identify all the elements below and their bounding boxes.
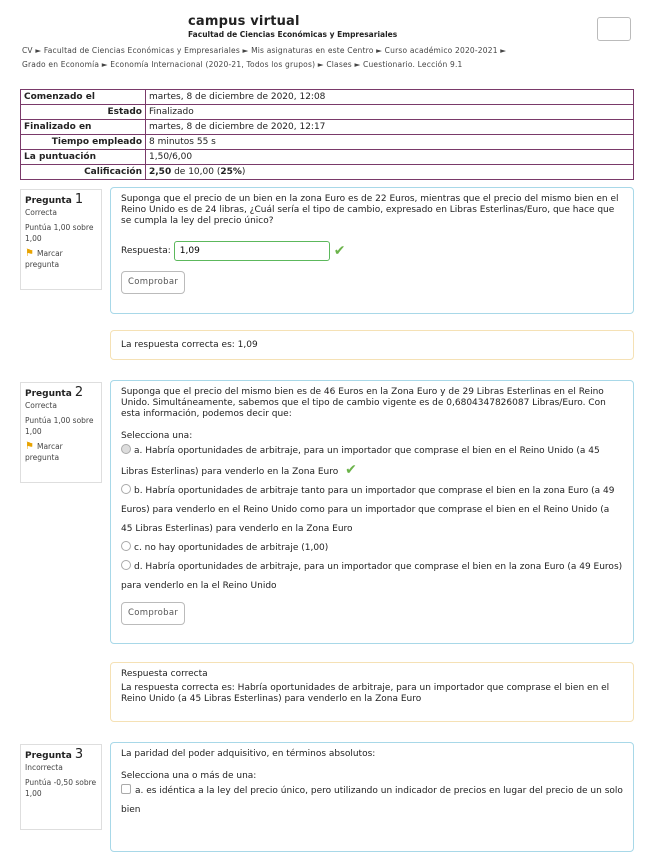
- question-content: [110, 187, 634, 314]
- summary-label: La puntuación: [21, 150, 146, 165]
- question-content: [110, 380, 634, 644]
- question-grade: Puntúa -0,50 sobre 1,00: [25, 778, 97, 798]
- answer-option[interactable]: [121, 558, 623, 596]
- question-state: Correcta: [25, 208, 57, 217]
- summary-label: Calificación: [21, 165, 146, 180]
- question-word: Pregunta: [25, 751, 72, 761]
- summary-row: [21, 135, 634, 150]
- question-text: La paridad del poder adquisitivo, en términos absolutos:: [121, 749, 376, 759]
- answer-option[interactable]: [121, 782, 623, 820]
- summary-row: [21, 105, 634, 120]
- attempt-summary-table: [20, 89, 634, 180]
- check-button[interactable]: Comprobar: [121, 602, 185, 625]
- question-info: [20, 189, 102, 290]
- question-content: [110, 742, 634, 852]
- question-number-value: 2: [74, 385, 84, 400]
- question-grade: Puntúa 1,00 sobre 1,00: [25, 416, 94, 436]
- correct-check-icon: ✔: [333, 242, 346, 259]
- question-number-value: 3: [74, 747, 84, 762]
- summary-row: [21, 120, 634, 135]
- select-instruction: Selecciona una o más de una:: [121, 771, 257, 781]
- summary-value: 8 minutos 55 s: [146, 135, 634, 150]
- correct-check-icon: ✔: [345, 462, 357, 478]
- summary-value: Finalizado: [146, 105, 634, 120]
- feedback-box: [110, 330, 634, 360]
- question-info: [20, 382, 102, 483]
- question-grade: Puntúa 1,00 sobre 1,00: [25, 223, 94, 243]
- summary-label: Comenzado el: [21, 90, 146, 105]
- radio-button[interactable]: [121, 560, 131, 570]
- breadcrumb-line-1[interactable]: CV ► Facultad de Ciencias Económicas y Empresariales ► Mis asignaturas en este Centro ► Curso académico 2020-2021 ►: [22, 46, 507, 55]
- summary-value: martes, 8 de diciembre de 2020, 12:17: [146, 120, 634, 135]
- radio-button[interactable]: [121, 444, 131, 454]
- option-label[interactable]: a. es idéntica a la ley del precio único, pero utilizando un indicador de precios en lugar del precio de un solo bien: [121, 786, 623, 815]
- summary-row: [21, 90, 634, 105]
- correct-answer-text: La respuesta correcta es: Habría oportunidades de arbitraje, para un importador que comprase el bien en el Reino Unido (a 45 Libras Esterlinas) para venderlo en la Zona Euro: [121, 683, 610, 704]
- question-text: Suponga que el precio del mismo bien es de 46 Euros en la Zona Euro y de 29 Libras Esterlinas en el Reino Unido. Simultáneamente, sabemos que el tipo de cambio vigente es de 0,6804347826087 Libras/Euro. Con esta información, podemos decir que:: [121, 387, 606, 419]
- option-label[interactable]: b. Habría oportunidades de arbitraje tanto para un importador que comprase el bien en la zona Euro (a 49 Euros) para venderlo en el Reino Unido como para un importador que comprase el bien en el Reino Unido (a 45 Libras Esterlinas) para venderlo en la Zona Euro: [121, 486, 615, 534]
- flag-icon[interactable]: ⚑: [25, 248, 34, 259]
- flag-label[interactable]: Marcar pregunta: [25, 249, 63, 269]
- summary-row: [21, 165, 634, 180]
- site-header: [188, 14, 397, 39]
- option-label[interactable]: c. no hay oportunidades de arbitraje (1,00): [134, 543, 329, 553]
- summary-row: [21, 150, 634, 165]
- radio-button[interactable]: [121, 484, 131, 494]
- question-info: [20, 744, 102, 830]
- answer-option[interactable]: [121, 482, 623, 539]
- answer-row: [121, 241, 623, 261]
- grade-score: 2,50: [149, 167, 172, 177]
- summary-value: 1,50/6,00: [146, 150, 634, 165]
- feedback-title: Respuesta correcta: [121, 669, 208, 679]
- question-number: [25, 387, 97, 400]
- checkbox[interactable]: [121, 784, 131, 794]
- answer-input[interactable]: [174, 241, 330, 261]
- site-title[interactable]: campus virtual: [188, 14, 300, 29]
- grade-percent: 25%: [220, 167, 242, 177]
- question-word: Pregunta: [25, 196, 72, 206]
- breadcrumb-line-2[interactable]: Grado en Economía ► Economía Internacional (2020-21, Todos los grupos) ► Clases ► Cuestionario. Lección 9.1: [22, 60, 463, 69]
- select-instruction: Selecciona una:: [121, 431, 193, 441]
- correct-answer-text: La respuesta correcta es: 1,09: [121, 340, 258, 350]
- grade-middle: de 10,00 (: [171, 167, 221, 177]
- flag-question[interactable]: [25, 248, 97, 270]
- summary-value: martes, 8 de diciembre de 2020, 12:08: [146, 90, 634, 105]
- summary-label: Finalizado en: [21, 120, 146, 135]
- feedback-box: [110, 662, 634, 722]
- answer-option[interactable]: [121, 442, 623, 482]
- question-number-value: 1: [74, 192, 84, 207]
- question-word: Pregunta: [25, 389, 72, 399]
- question-state: Correcta: [25, 401, 57, 410]
- question-text: Suponga que el precio de un bien en la zona Euro es de 22 Euros, mientras que el precio del mismo bien en el Reino Unido es de 24 libras, ¿Cuál sería el tipo de cambio, expresado en Libras Esterlinas/Euro, que hace que se cumpla la ley del precio único?: [121, 194, 619, 226]
- flag-label[interactable]: Marcar pregunta: [25, 442, 63, 462]
- question-state: Incorrecta: [25, 763, 63, 772]
- option-label[interactable]: a. Habría oportunidades de arbitraje, para un importador que comprase el bien en el Reino Unido (a 45 Libras Esterlinas) para venderlo en la Zona Euro: [121, 446, 600, 477]
- flag-question[interactable]: [25, 441, 97, 463]
- question-number: [25, 194, 97, 207]
- summary-label: Tiempo empleado: [21, 135, 146, 150]
- breadcrumb: [22, 44, 622, 72]
- option-label[interactable]: d. Habría oportunidades de arbitraje, para un importador que comprase el bien en la zona Euro (a 49 Euros) para venderlo en la el Reino Unido: [121, 562, 623, 591]
- answer-option[interactable]: [121, 539, 623, 558]
- check-button[interactable]: Comprobar: [121, 271, 185, 294]
- menu-button[interactable]: [597, 17, 631, 41]
- grade-end: ): [241, 167, 246, 177]
- flag-icon[interactable]: ⚑: [25, 441, 34, 452]
- question-number: [25, 749, 97, 762]
- summary-label: Estado: [21, 105, 146, 120]
- faculty-name: Facultad de Ciencias Económicas y Empresariales: [188, 30, 398, 39]
- radio-button[interactable]: [121, 541, 131, 551]
- answer-label: Respuesta:: [121, 245, 171, 256]
- grade-value: [146, 165, 634, 180]
